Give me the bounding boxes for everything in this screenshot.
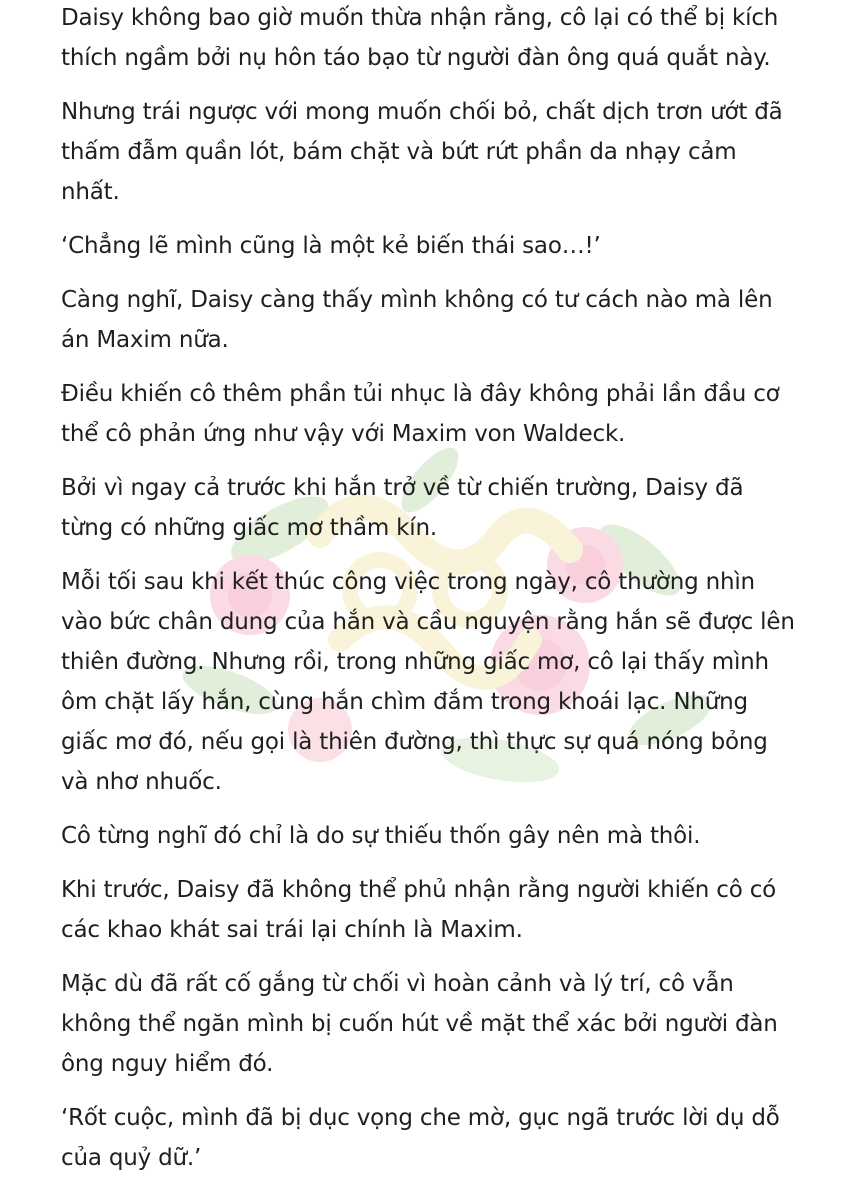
paragraph: Mỗi tối sau khi kết thúc công việc trong ngày, cô thường nhìn vào bức chân dung của hắn và cầu nguyện rằng hắn sẽ được lên thiên đường. Nhưng rồi, trong những giấc mơ, cô lại thấy mình ôm chặt lấy hắn, cùng hắn chìm đắm trong khoái lạc. Những giấc mơ đó, nếu gọi là thiên đường, thì thực sự quá nóng bỏng và nhơ nhuốc. xyxy=(61,569,795,795)
paragraph: Cô từng nghĩ đó chỉ là do sự thiếu thốn gây nên mà thôi. xyxy=(61,823,701,849)
paragraph: ‘Rốt cuộc, mình đã bị dục vọng che mờ, gục ngã trước lời dụ dỗ của quỷ dữ.’ xyxy=(61,1105,780,1171)
paragraph: ‘Chẳng lẽ mình cũng là một kẻ biến thái sao…!’ xyxy=(61,233,601,259)
paragraph: Khi trước, Daisy đã không thể phủ nhận rằng người khiến cô có các khao khát sai trái lại chính là Maxim. xyxy=(61,877,777,943)
paragraph: Nhưng trái ngược với mong muốn chối bỏ, chất dịch trơn ướt đã thấm đẫm quần lót, bám chặt và bứt rứt phần da nhạy cảm nhất. xyxy=(61,99,783,205)
paragraph: Daisy không bao giờ muốn thừa nhận rằng, cô lại có thể bị kích thích ngầm bởi nụ hôn táo bạo từ người đàn ông quá quắt này. xyxy=(61,5,779,71)
paragraph: Điều khiến cô thêm phần tủi nhục là đây không phải lần đầu cơ thể cô phản ứng như vậy với Maxim von Waldeck. xyxy=(61,381,780,447)
paragraph: Mặc dù đã rất cố gắng từ chối vì hoàn cảnh và lý trí, cô vẫn không thể ngăn mình bị cuốn hút về mặt thể xác bởi người đàn ông nguy hiểm đó. xyxy=(61,971,778,1077)
article-body xyxy=(61,0,796,1192)
paragraph: Càng nghĩ, Daisy càng thấy mình không có tư cách nào mà lên án Maxim nữa. xyxy=(61,287,773,353)
paragraph: Bởi vì ngay cả trước khi hắn trở về từ chiến trường, Daisy đã từng có những giấc mơ thầm kín. xyxy=(61,475,744,541)
